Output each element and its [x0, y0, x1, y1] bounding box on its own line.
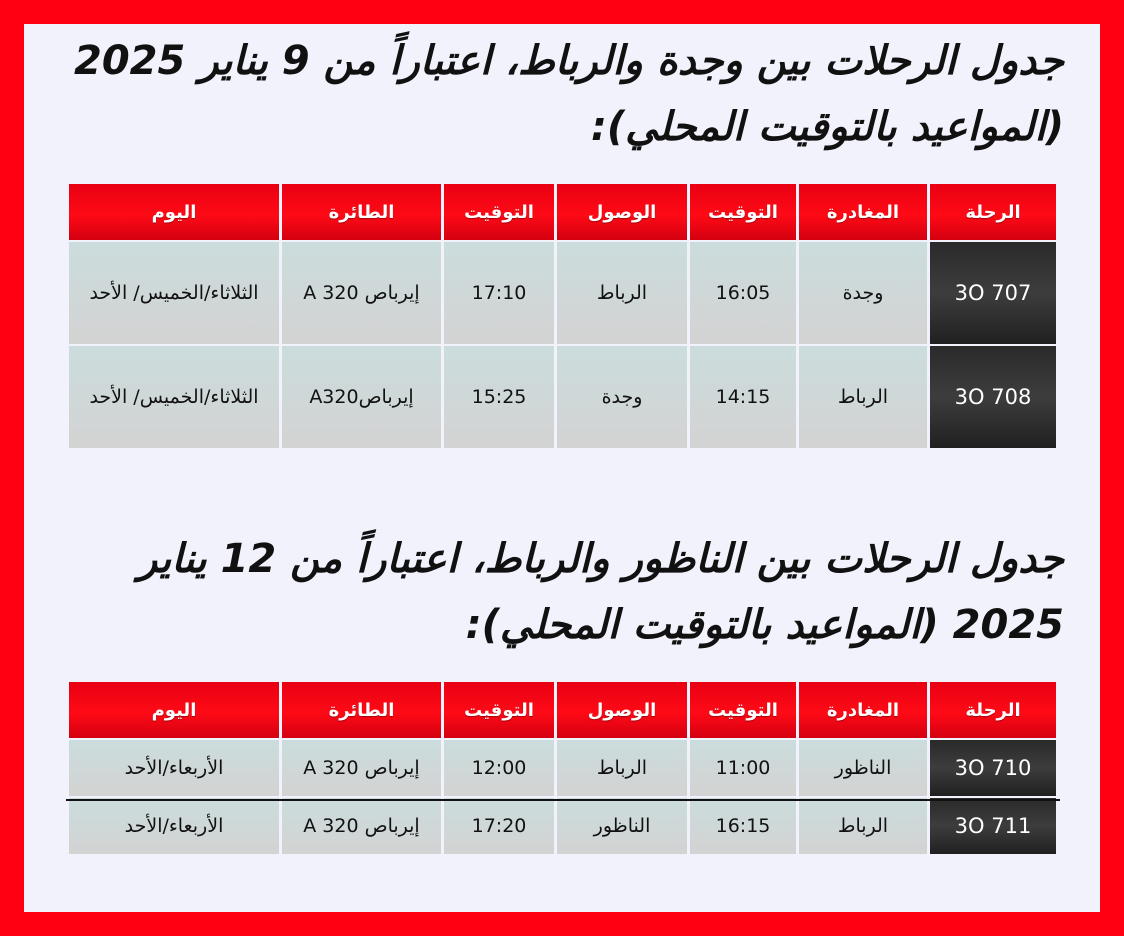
header-arrival: الوصول	[557, 682, 687, 738]
header-departure-time: التوقيت	[690, 682, 796, 738]
departure-city: الرباط	[799, 798, 927, 854]
header-flight: الرحلة	[930, 682, 1056, 738]
header-departure-time: التوقيت	[690, 184, 796, 240]
aircraft: إيرباص A 320	[282, 242, 441, 344]
departure-time: 16:05	[690, 242, 796, 344]
operating-days: الثلاثاء/الخميس/ الأحد	[69, 242, 279, 344]
arrival-city: الرباط	[557, 740, 687, 796]
schedule-table-oujda-rabat	[66, 182, 1059, 450]
departure-city: وجدة	[799, 242, 927, 344]
table-header-row	[69, 184, 1056, 240]
header-arrival-time: التوقيت	[444, 682, 554, 738]
schedule-title-nador-rabat: جدول الرحلات بين الناظور والرباط، اعتباراً من 12 يناير 2025 (المواعيد بالتوقيت المحلي):	[138, 536, 1064, 648]
table-header-row	[69, 682, 1056, 738]
table-row	[69, 740, 1056, 796]
header-arrival-time: التوقيت	[444, 184, 554, 240]
header-departure: المغادرة	[799, 184, 927, 240]
flight-number: 3O 707	[930, 242, 1056, 344]
schedule-title-oujda-rabat: جدول الرحلات بين وجدة والرباط، اعتباراً من 9 يناير 2025 (المواعيد بالتوقيت المحلي):	[74, 38, 1064, 150]
arrival-city: الناظور	[557, 798, 687, 854]
departure-city: الرباط	[799, 346, 927, 448]
page	[24, 24, 1100, 912]
schedule-table-nador-rabat	[66, 680, 1059, 856]
header-aircraft: الطائرة	[282, 682, 441, 738]
header-aircraft: الطائرة	[282, 184, 441, 240]
departure-time: 14:15	[690, 346, 796, 448]
departure-time: 11:00	[690, 740, 796, 796]
arrival-city: وجدة	[557, 346, 687, 448]
operating-days: الثلاثاء/الخميس/ الأحد	[69, 346, 279, 448]
header-days: اليوم	[69, 184, 279, 240]
flight-number: 3O 711	[930, 798, 1056, 854]
arrival-city: الرباط	[557, 242, 687, 344]
row-divider-line	[66, 799, 1060, 801]
arrival-time: 17:10	[444, 242, 554, 344]
header-days: اليوم	[69, 682, 279, 738]
aircraft: إيرباص A 320	[282, 798, 441, 854]
operating-days: الأربعاء/الأحد	[69, 798, 279, 854]
arrival-time: 12:00	[444, 740, 554, 796]
arrival-time: 15:25	[444, 346, 554, 448]
header-flight: الرحلة	[930, 184, 1056, 240]
departure-time: 16:15	[690, 798, 796, 854]
aircraft: إيرباصA320	[282, 346, 441, 448]
flight-number: 3O 710	[930, 740, 1056, 796]
operating-days: الأربعاء/الأحد	[69, 740, 279, 796]
table-row	[69, 346, 1056, 448]
departure-city: الناظور	[799, 740, 927, 796]
arrival-time: 17:20	[444, 798, 554, 854]
table-row	[69, 242, 1056, 344]
flight-number: 3O 708	[930, 346, 1056, 448]
aircraft: إيرباص A 320	[282, 740, 441, 796]
header-departure: المغادرة	[799, 682, 927, 738]
table-row	[69, 798, 1056, 854]
header-arrival: الوصول	[557, 184, 687, 240]
